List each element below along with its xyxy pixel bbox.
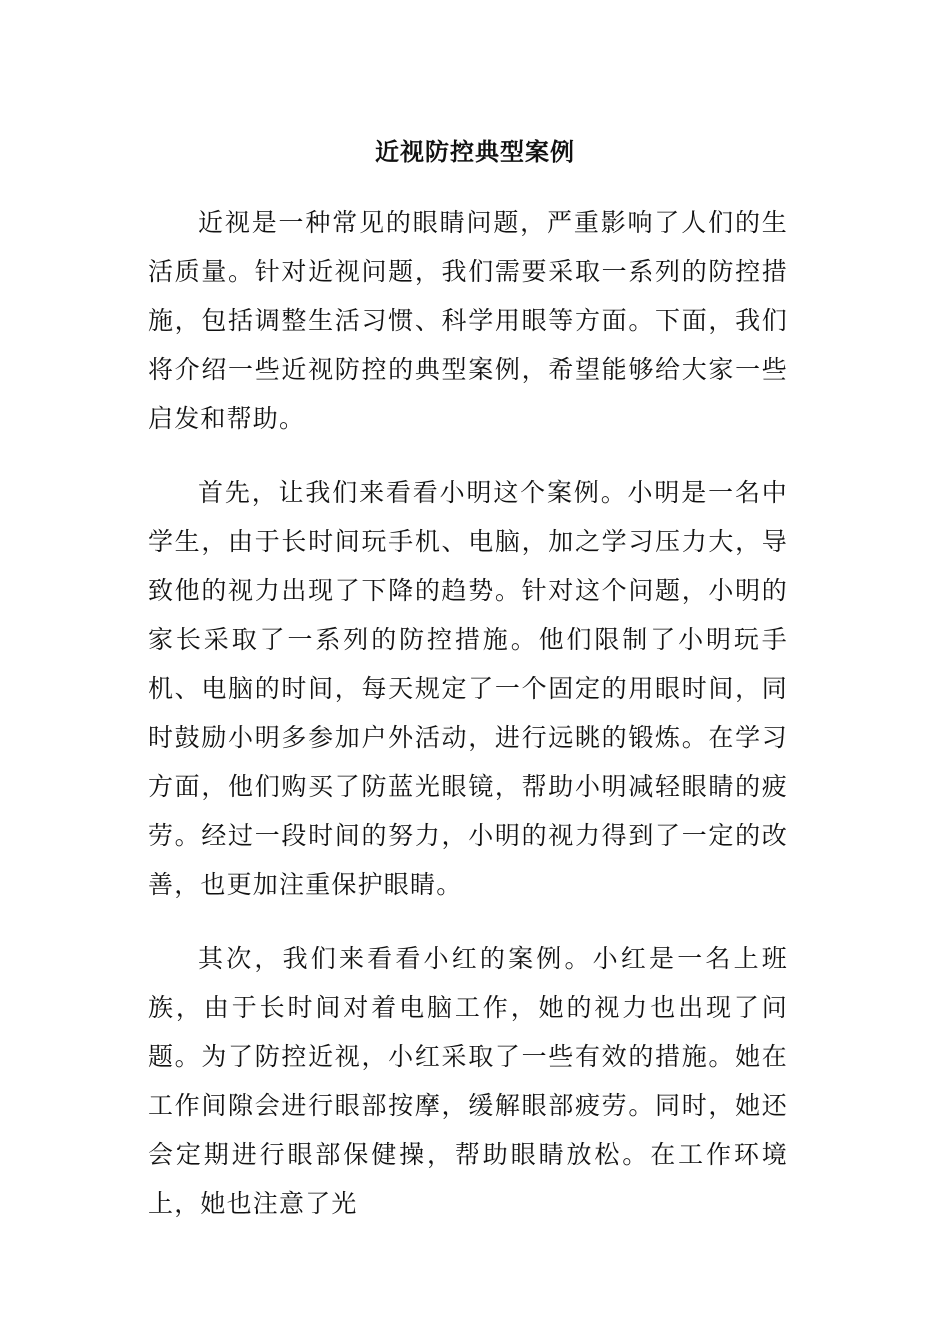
paragraph-xiaohong-case: 其次，我们来看看小红的案例。小红是一名上班族，由于长时间对着电脑工作，她的视力也出现了问题。为了防控近视，小红采取了一些有效的措施。她在工作间隙会进行眼部按摩，缓解眼部疲劳。同时，她还会定期进行眼部保健操，帮助眼睛放松。在工作环境上，她也注意了光 [148,944,788,1218]
document-title: 近视防控典型案例 [375,137,575,166]
document-body [148,198,788,1253]
paragraph-xiaoming-case: 首先，让我们来看看小明这个案例。小明是一名中学生，由于长时间玩手机、电脑，加之学习压力大，导致他的视力出现了下降的趋势。针对这个问题，小明的家长采取了一系列的防控措施。他们限制了小明玩手机、电脑的时间，每天规定了一个固定的用眼时间，同时鼓励小明多参加户外活动，进行远眺的锻炼。在学习方面，他们购买了防蓝光眼镜，帮助小明减轻眼睛的疲劳。经过一段时间的努力，小明的视力得到了一定的改善，也更加注重保护眼睛。 [148,478,788,899]
paragraph-intro: 近视是一种常见的眼睛问题，严重影响了人们的生活质量。针对近视问题，我们需要采取一系列的防控措施，包括调整生活习惯、科学用眼等方面。下面，我们将介绍一些近视防控的典型案例，希望能够给大家一些启发和帮助。 [148,208,788,433]
